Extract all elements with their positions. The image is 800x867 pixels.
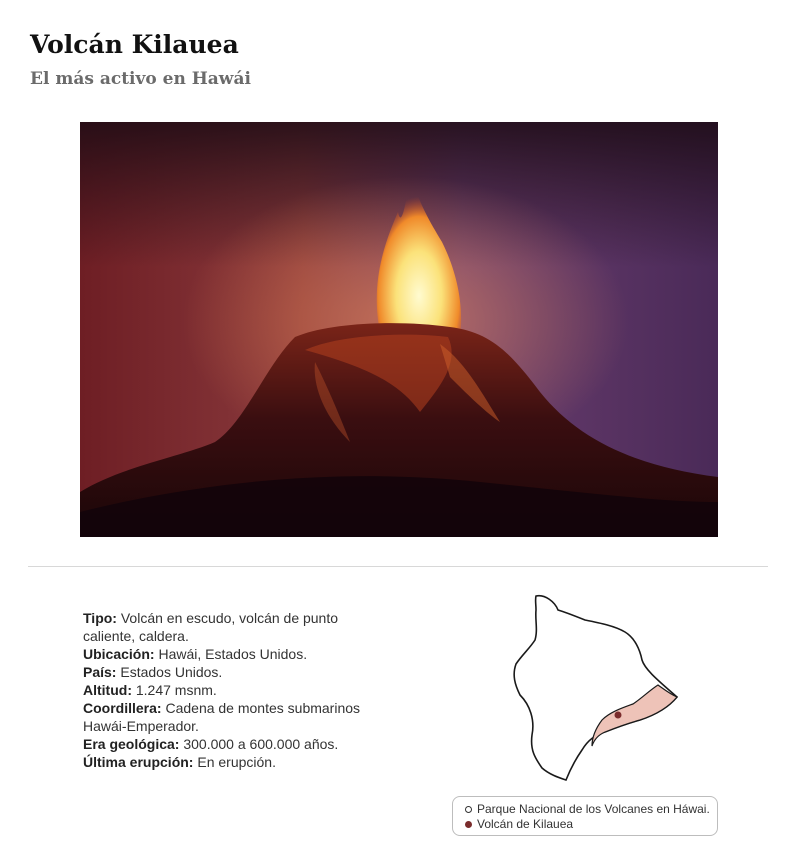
legend-item-volcano (465, 817, 717, 832)
fact-value: En erupción. (197, 754, 276, 770)
fact-value: 1.247 msnm. (135, 682, 217, 698)
fact-tipo (83, 609, 383, 645)
legend-label-park: Parque Nacional de los Volcanes en Háwai. (477, 802, 710, 816)
island-outline (514, 596, 677, 780)
open-circle-icon (465, 806, 472, 813)
fact-ultima-erupcion (83, 753, 383, 771)
fact-label: Era geológica: (83, 736, 180, 752)
facts-list (83, 609, 383, 771)
hawaii-island-map (500, 590, 690, 785)
fact-label: Ubicación: (83, 646, 155, 662)
volcano-illustration (80, 122, 718, 537)
fact-label: País: (83, 664, 117, 680)
map-legend (452, 796, 718, 836)
fact-value: Estados Unidos. (120, 664, 223, 680)
fact-cordillera (83, 699, 383, 735)
fact-label: Tipo: (83, 610, 117, 626)
fact-label: Coordillera: (83, 700, 162, 716)
section-divider (28, 566, 768, 567)
fact-altitud (83, 681, 383, 699)
fact-era-geologica (83, 735, 383, 753)
fact-value: Cadena de montes submarinos Hawái-Emperador. (83, 700, 361, 734)
fact-value: 300.000 a 600.000 años. (183, 736, 339, 752)
page-title: Volcán Kilauea (30, 30, 239, 59)
fact-pais (83, 663, 383, 681)
fact-label: Altitud: (83, 682, 132, 698)
legend-label-volcano: Volcán de Kilauea (477, 817, 574, 831)
fact-value: Volcán en escudo, volcán de punto caliente, caldera. (83, 610, 339, 644)
legend-item-park (465, 802, 717, 817)
fact-ubicacion (83, 645, 383, 663)
page-subtitle: El más activo en Hawái (30, 69, 251, 89)
kilauea-location-marker (615, 712, 622, 719)
fact-label: Última erupción: (83, 754, 194, 770)
filled-circle-icon (465, 821, 472, 828)
fact-value: Hawái, Estados Unidos. (158, 646, 308, 662)
